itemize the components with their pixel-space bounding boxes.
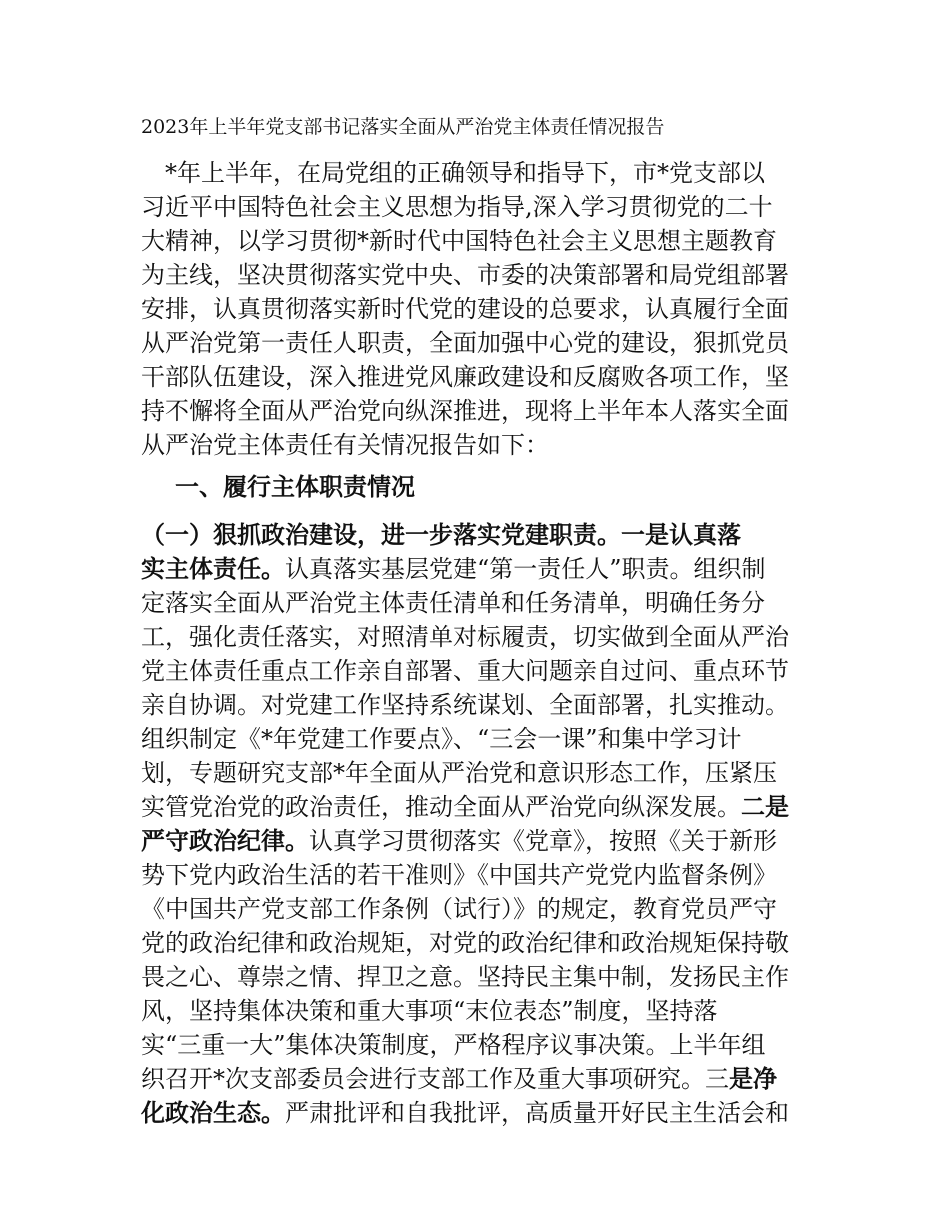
text-run: 实管党治党的政治责任，推动全面从严治党向纵深发展。 xyxy=(141,793,741,821)
paragraph-line xyxy=(141,824,811,858)
text-run: 严肃批评和自我批评，高质量开好民主生活会和 xyxy=(285,1099,789,1127)
paragraph-line: 亲自协调。对党建工作坚持系统谋划、全面部署，扎实推动。 xyxy=(141,691,789,719)
intro-paragraph xyxy=(141,156,811,462)
paragraph-line: 组织制定《*年党建工作要点》、“三会一课”和集中学习计 xyxy=(141,725,742,753)
text-run: 认真学习贯彻落实《党章》，按照《关于新形 xyxy=(309,827,777,855)
paragraph-line: 畏之心、尊崇之情、捍卫之意。坚持民主集中制，发扬民主作 xyxy=(141,963,789,991)
paragraph-line: 党主体责任重点工作亲自部署、重大问题亲自过问、重点环节 xyxy=(141,657,789,685)
paragraph-line: 势下党内政治生活的若干准则》《中国共产党党内监督条例》 xyxy=(141,861,777,889)
intro-line: 从严治党主体责任有关情况报告如下： xyxy=(141,431,549,459)
intro-line: *年上半年，在局党组的正确领导和指导下，市*党支部以 xyxy=(141,159,765,187)
paragraph-line: 定落实全面从严治党主体责任清单和任务清单，明确任务分 xyxy=(141,589,765,617)
intro-line: 从严治党第一责任人职责，全面加强中心党的建设，狠抓党员 xyxy=(141,329,789,357)
intro-line: 为主线，坚决贯彻落实党中央、市委的决策部署和局党组部署 xyxy=(141,261,789,289)
paragraph-line xyxy=(141,790,811,824)
intro-line: 安排，认真贯彻落实新时代党的建设的总要求，认真履行全面 xyxy=(141,295,789,323)
section-1-paragraph xyxy=(141,518,811,1130)
paragraph-line: 划，专题研究支部*年全面从严治党和意识形态工作，压紧压 xyxy=(141,759,777,787)
paragraph-line: 实“三重一大”集体决策制度，严格程序议事决策。上半年组 xyxy=(141,1031,766,1059)
intro-line: 持不懈将全面从严治党向纵深推进，现将上半年本人落实全面 xyxy=(141,397,789,425)
bold-phrase: 是净 xyxy=(729,1064,777,1093)
bold-phrase: 化政治生态。 xyxy=(141,1098,285,1127)
paragraph-line xyxy=(141,552,811,586)
intro-line: 大精神，以学习贯彻*新时代中国特色社会主义思想主题教育 xyxy=(141,227,777,255)
paragraph-line: 党的政治纪律和政治规矩，对党的政治纪律和政治规矩保持敬 xyxy=(141,929,789,957)
paragraph-line: 《中国共产党支部工作条例（试行）》的规定，教育党员严守 xyxy=(141,895,777,923)
text-run: 认真落实基层党建“第一责任人”职责。组织制 xyxy=(285,555,766,583)
paragraph-line xyxy=(141,518,811,552)
section-heading: 一、履行主体职责情况 xyxy=(175,472,415,501)
bold-phrase: 严守政治纪律。 xyxy=(141,826,309,855)
bold-phrase: 二是 xyxy=(741,792,789,821)
intro-line: 干部队伍建设，深入推进党风廉政建设和反腐败各项工作，坚 xyxy=(141,363,789,391)
document-title: 2023年上半年党支部书记落实全面从严治党主体责任情况报告 xyxy=(141,116,665,138)
intro-line: 习近平中国特色社会主义思想为指导,深入学习贯彻党的二十 xyxy=(141,193,773,221)
paragraph-line: 风，坚持集体决策和重大事项“末位表态”制度，坚持落 xyxy=(141,997,718,1025)
paragraph-line xyxy=(141,1096,811,1130)
paragraph-line xyxy=(141,1062,811,1096)
text-run: 织召开*次支部委员会进行支部工作及重大事项研究。三 xyxy=(141,1065,729,1093)
subsection-heading: （一）狠抓政治建设，进一步落实党建职责。一是认真落 xyxy=(141,520,741,549)
bold-phrase: 实主体责任。 xyxy=(141,554,285,583)
paragraph-line: 工，强化责任落实，对照清单对标履责，切实做到全面从严治 xyxy=(141,623,789,651)
